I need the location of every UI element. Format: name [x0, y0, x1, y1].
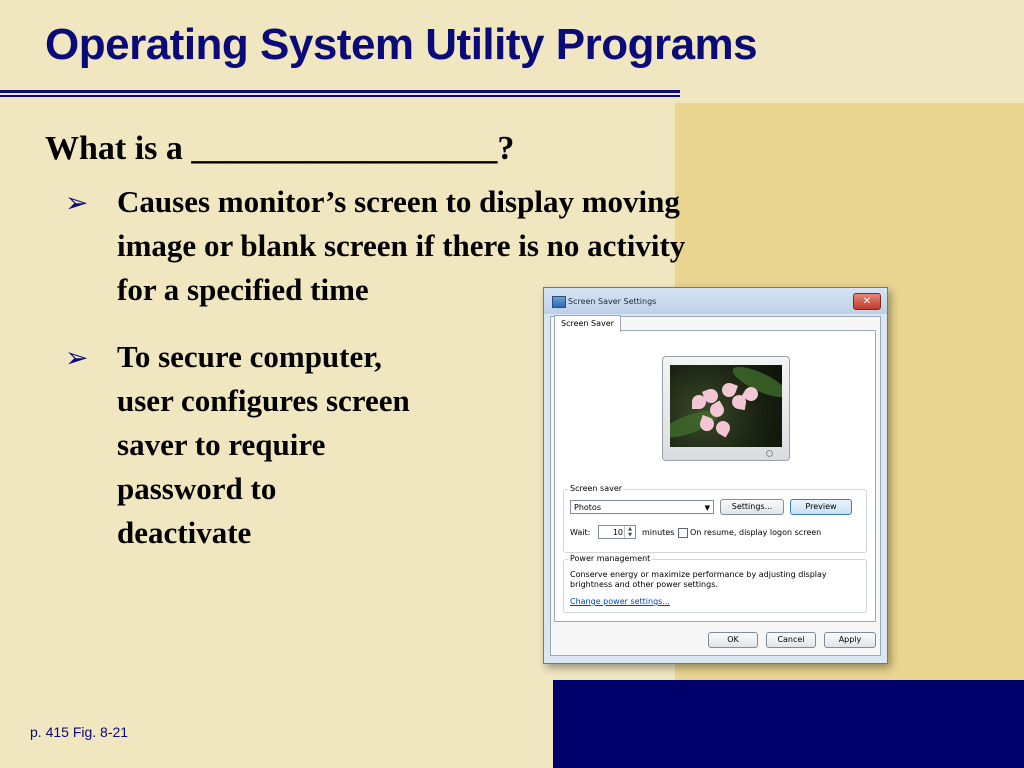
preview-photo	[670, 365, 782, 447]
bullet-line: for a specified time	[117, 272, 369, 307]
slide-question: What is a __________________?	[45, 130, 515, 167]
power-description-line2: brightness and other power settings.	[570, 580, 718, 589]
power-management-group	[563, 554, 867, 613]
change-power-settings-link[interactable]: Change power settings...	[570, 597, 670, 606]
close-icon[interactable]: ✕	[853, 293, 881, 310]
screen-saver-selected: Photos	[574, 503, 601, 512]
power-description-line1: Conserve energy or maximize performance by adjusting display	[570, 570, 827, 579]
monitor-preview	[662, 356, 790, 461]
power-management-label: Power management	[570, 554, 651, 563]
power-icon	[766, 450, 773, 457]
bullet-text-2	[117, 335, 517, 555]
resume-logon-checkbox[interactable]	[678, 528, 688, 538]
arrowhead-bullet-icon: ➢	[65, 341, 89, 374]
bullet-line: user configures screen	[117, 383, 410, 418]
screen-saver-select[interactable]	[570, 500, 714, 514]
bullet-line: image or blank screen if there is no activity	[117, 228, 686, 263]
title-rule-thin	[0, 95, 680, 97]
dialog-titlebar	[544, 288, 887, 314]
display-settings-icon	[552, 296, 566, 308]
decorative-navy-panel	[553, 680, 1024, 768]
tab-screen-saver[interactable]: Screen Saver	[554, 315, 621, 332]
bullet-line: password to	[117, 471, 277, 506]
wait-label: Wait:	[570, 528, 591, 537]
minutes-label: minutes	[642, 528, 675, 537]
slide-title: Operating System Utility Programs	[45, 20, 758, 69]
screen-saver-settings-dialog	[543, 287, 888, 664]
bullet-line: Causes monitor’s screen to display moving	[117, 184, 680, 219]
dialog-title: Screen Saver Settings	[568, 297, 657, 306]
wait-value: 10	[612, 528, 623, 537]
chevron-down-icon: ▼	[704, 504, 710, 512]
screen-saver-group	[563, 484, 867, 553]
bullet-line: deactivate	[117, 515, 252, 550]
spinner-arrows-icon[interactable]: ▲ ▼	[624, 526, 635, 538]
figure-caption: p. 415 Fig. 8-21	[30, 724, 129, 740]
preview-button[interactable]: Preview	[790, 499, 852, 515]
arrowhead-bullet-icon: ➢	[65, 186, 89, 219]
apply-button[interactable]: Apply	[824, 632, 876, 648]
cancel-button[interactable]: Cancel	[766, 632, 816, 648]
ok-button[interactable]: OK	[708, 632, 758, 648]
resume-logon-label: On resume, display logon screen	[690, 528, 822, 537]
screen-saver-group-label: Screen saver	[570, 484, 623, 493]
bullet-line: saver to require	[117, 427, 326, 462]
screen-saver-tab-panel	[554, 330, 876, 622]
wait-minutes-stepper[interactable]	[598, 525, 636, 539]
settings-button[interactable]: Settings...	[720, 499, 784, 515]
bullet-line: To secure computer,	[117, 339, 382, 374]
title-rule	[0, 90, 680, 93]
